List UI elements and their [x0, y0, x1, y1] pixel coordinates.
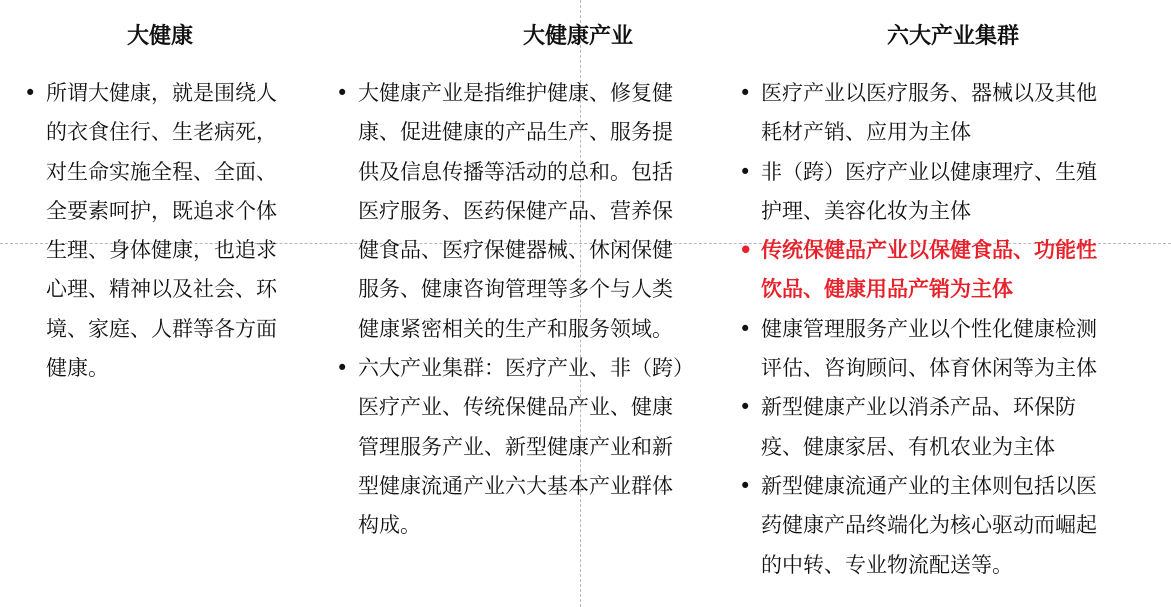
list-item: • 健康管理服务产业以个性化健康检测评估、咨询顾问、体育休闲等为主体 — [739, 310, 1117, 389]
list-item: • 新型健康流通产业的主体则包括以医药健康产品终端化为核心驱动而崛起的中转、专业物流配送等。 — [739, 467, 1117, 585]
list-item: • 新型健康产业以消杀产品、环保防疫、健康家居、有机农业为主体 — [739, 388, 1117, 467]
list-item: • 所谓大健康，就是围绕人的衣食住行、生老病死，对生命实施全程、全面、全要素呵护，既追求个体生理、身体健康，也追求心理、精神以及社会、环境、家庭、人群等各方面健康。 — [24, 74, 294, 388]
bullet-list — [739, 74, 1117, 585]
list-item: • 医疗产业以医疗服务、器械以及其他耗材产销、应用为主体 — [739, 74, 1117, 153]
column-title: 六大产业集群 — [886, 24, 1019, 49]
column-title: 大健康 — [126, 24, 193, 49]
bullet-list — [24, 74, 294, 388]
list-item: • 大健康产业是指维护健康、修复健康、促进健康的产品生产、服务提供及信息传播等活动的总和。包括医疗服务、医药保健产品、营养保健食品、医疗保健器械、休闲保健服务、健康咨询管理等多个与人类健康紧密相关的生产和服务领域。 — [336, 74, 692, 349]
column-title: 大健康产业 — [522, 24, 633, 49]
highlighted-list-item: • 传统保健品产业以保健食品、功能性饮品、健康用品产销为主体 — [739, 231, 1117, 310]
list-item: • 非（跨）医疗产业以健康理疗、生殖护理、美容化妆为主体 — [739, 153, 1117, 232]
bullet-list — [336, 74, 692, 546]
list-item: • 六大产业集群：医疗产业、非（跨）医疗产业、传统保健品产业、健康管理服务产业、新型健康产业和新型健康流通产业六大基本产业群体构成。 — [336, 349, 692, 545]
